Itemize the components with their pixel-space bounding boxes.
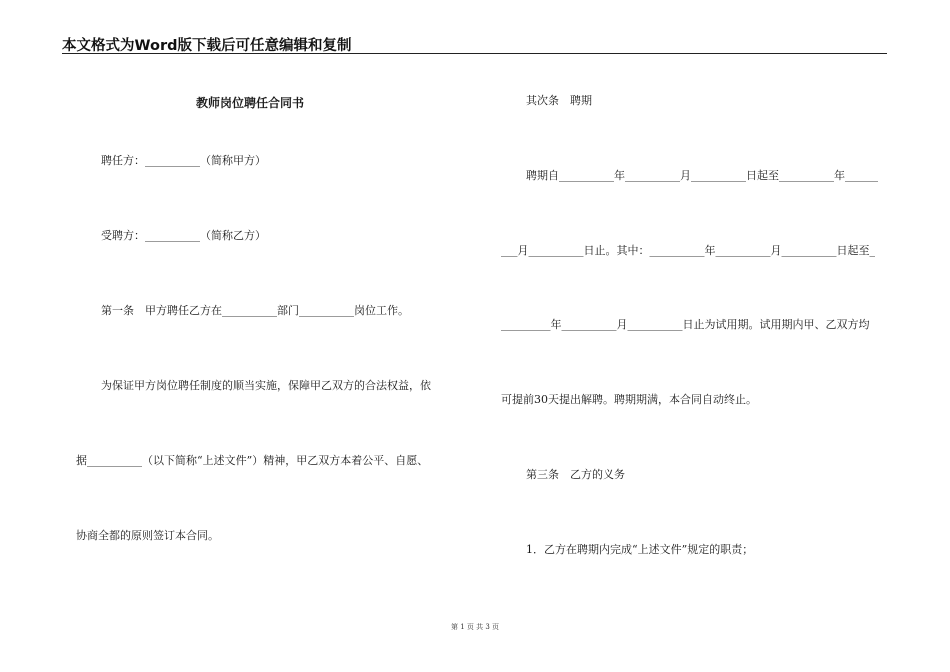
- employee-line: 受聘方：__________（简称乙方）: [101, 229, 266, 242]
- article1-line: 第一条 甲方聘任乙方在__________部门__________岗位工作。: [101, 304, 409, 317]
- header-banner: 本文格式为Word版下载后可任意编辑和复制: [62, 38, 352, 54]
- paragraph-line-3: 协商全都的原则签订本合同。: [76, 529, 219, 542]
- term-line-1: 聘期自__________年__________月__________日起至__________年______: [526, 169, 878, 182]
- article3-heading: 第三条 乙方的义务: [526, 468, 625, 481]
- document-title: 教师岗位聘任合同书: [196, 96, 305, 110]
- term-line-4: 可提前30天提出解聘。聘期期满，本合同自动终止。: [501, 393, 757, 406]
- duty-line-1: 1．乙方在聘期内完成“上述文件”规定的职责；: [526, 543, 754, 556]
- term-line-3: _________年__________月__________日止为试用期。试用期内甲、乙双方均: [501, 318, 870, 331]
- paragraph-line-2: 据__________（以下简称“上述文件”）精神，甲乙双方本着公平、自愿、: [76, 454, 429, 467]
- term-line-2: ___月__________日止。其中：__________年__________月__________日起至_: [501, 244, 875, 257]
- article2-heading: 其次条 聘期: [526, 94, 592, 107]
- employer-line: 聘任方：__________（简称甲方）: [101, 154, 266, 167]
- paragraph-line-1: 为保证甲方岗位聘任制度的顺当实施，保障甲乙双方的合法权益，依: [101, 379, 431, 392]
- page-number: 第 1 页 共 3 页: [450, 623, 500, 631]
- header-divider: [62, 53, 887, 54]
